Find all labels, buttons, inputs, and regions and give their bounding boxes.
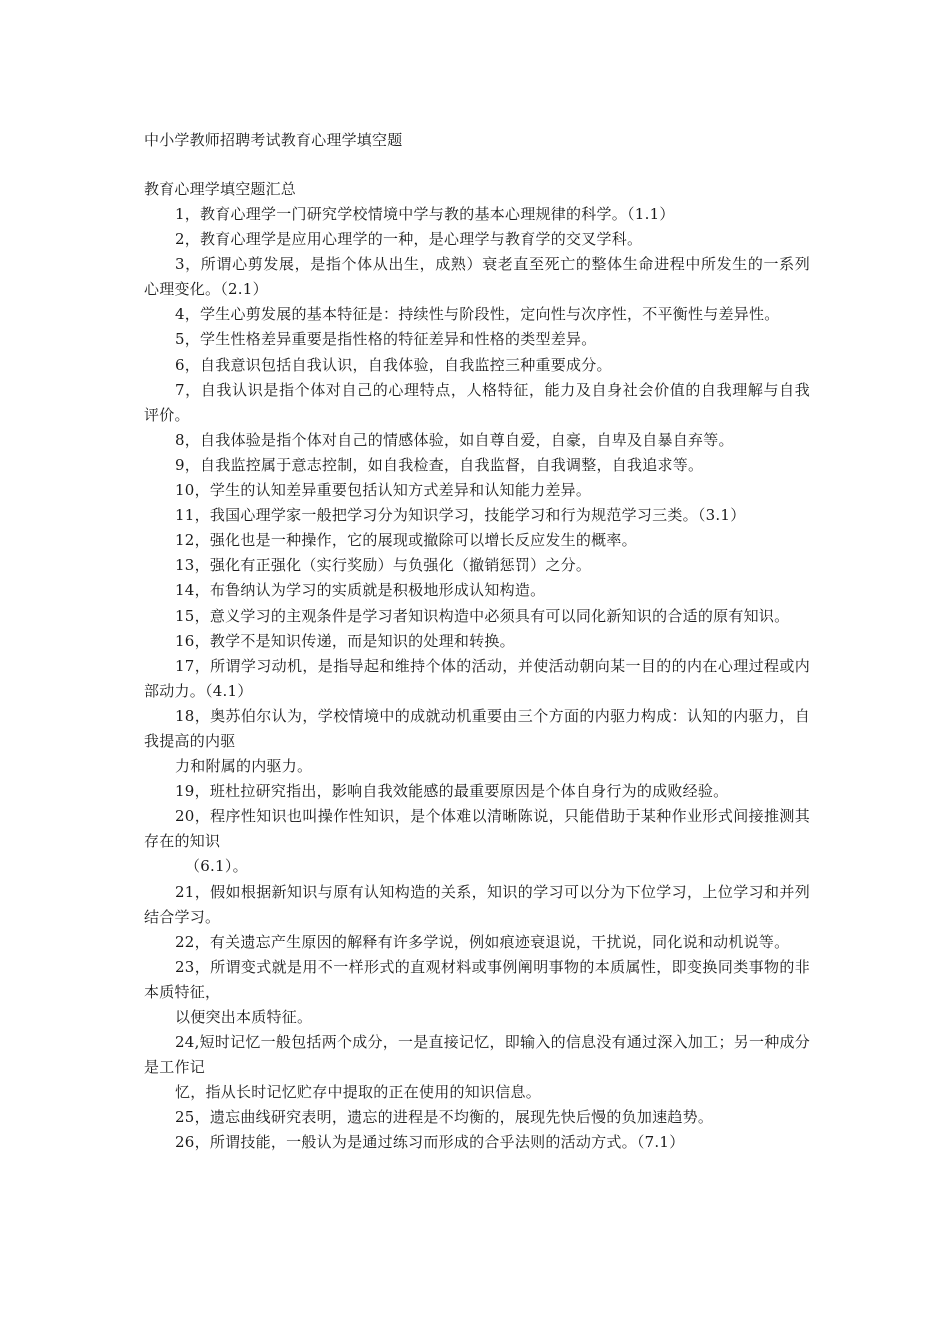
list-item: 23，所谓变式就是用不一样形式的直观材料或事例阐明事物的本质属性，即变换同类事物的非本质特征， <box>144 957 810 1001</box>
list-item: 16，教学不是知识传递，而是知识的处理和转换。 <box>175 631 515 650</box>
list-item: 7，自我认识是指个体对自己的心理特点，人格特征，能力及自身社会价值的自我理解与自我评价。 <box>144 380 810 424</box>
list-item: 18，奥苏伯尔认为，学校情境中的成就动机重要由三个方面的内驱力构成：认知的内驱力，自我提高的内驱 <box>144 706 810 750</box>
list-item: 5，学生性格差异重要是指性格的特征差异和性格的类型差异。 <box>175 330 597 349</box>
list-item: 20，程序性知识也叫操作性知识，是个体难以清晰陈说，只能借助于某种作业形式间接推测其存在的知识 <box>144 807 810 851</box>
list-item: 8，自我体验是指个体对自己的情感体验，如自尊自爱，自豪，自卑及自暴自弃等。 <box>175 430 734 449</box>
list-item: 3，所谓心剪发展，是指个体从出生，成熟）衰老直至死亡的整体生命进程中所发生的一系列心理变化。（2.1） <box>144 255 810 299</box>
fill-in-items-list <box>144 202 810 1156</box>
list-item: 2，教育心理学是应用心理学的一种，是心理学与教育学的交叉学科。 <box>175 230 643 249</box>
list-item-continuation: 忆，指从长时记忆贮存中提取的正在使用的知识信息。 <box>175 1083 542 1102</box>
list-item: 1，教育心理学一门研究学校情境中学与教的基本心理规律的科学。（1.1） <box>175 205 675 223</box>
document-title: 中小学教师招聘考试教育心理学填空题 <box>144 131 403 149</box>
list-item-continuation: （6.1）。 <box>185 857 248 876</box>
list-item: 24,短时记忆一般包括两个成分，一是直接记忆，即输入的信息没有通过深入加工；另一种成分是工作记 <box>144 1033 810 1077</box>
list-item: 12，强化也是一种操作，它的展现或撤除可以增长反应发生的概率。 <box>175 531 637 550</box>
list-item-continuation: 力和附属的内驱力。 <box>175 757 313 776</box>
section-heading: 教育心理学填空题汇总 <box>144 180 297 198</box>
list-item: 25，遗忘曲线研究表明，遗忘的进程是不均衡的，展现先快后慢的负加速趋势。 <box>175 1108 714 1127</box>
list-item: 11，我国心理学家一般把学习分为知识学习，技能学习和行为规范学习三类。（3.1） <box>175 506 746 525</box>
list-item: 19，班杜拉研究指出，影响自我效能感的最重要原因是个体自身行为的成败经验。 <box>175 782 729 801</box>
list-item: 6，自我意识包括自我认识，自我体验，自我监控三种重要成分。 <box>175 355 612 374</box>
list-item: 17，所谓学习动机，是指导起和维持个体的活动，并使活动朝向某一目的的内在心理过程或内部动力。（4.1） <box>144 656 810 700</box>
list-item: 14，布鲁纳认为学习的实质就是积极地形成认知构造。 <box>175 581 546 600</box>
list-item: 22，有关遗忘产生原因的解释有许多学说，例如痕迹衰退说，干扰说，同化说和动机说等。 <box>175 932 790 951</box>
list-item: 9，自我监控属于意志控制，如自我检查，自我监督，自我调整，自我追求等。 <box>175 455 704 474</box>
list-item-continuation: 以便突出本质特征。 <box>175 1008 313 1026</box>
list-item: 13，强化有正强化（实行奖励）与负强化（撤销惩罚）之分。 <box>175 556 592 575</box>
list-item: 4，学生心剪发展的基本特征是：持续性与阶段性，定向性与次序性，不平衡性与差异性。 <box>175 305 780 324</box>
list-item: 26，所谓技能，一般认为是通过练习而形成的合乎法则的活动方式。（7.1） <box>175 1133 685 1152</box>
list-item: 21，假如根据新知识与原有认知构造的关系，知识的学习可以分为下位学习，上位学习和并列结合学习。 <box>144 882 810 926</box>
list-item: 15，意义学习的主观条件是学习者知识构造中必须具有可以同化新知识的合适的原有知识。 <box>175 606 790 625</box>
list-item: 10，学生的认知差异重要包括认知方式差异和认知能力差异。 <box>175 481 592 500</box>
